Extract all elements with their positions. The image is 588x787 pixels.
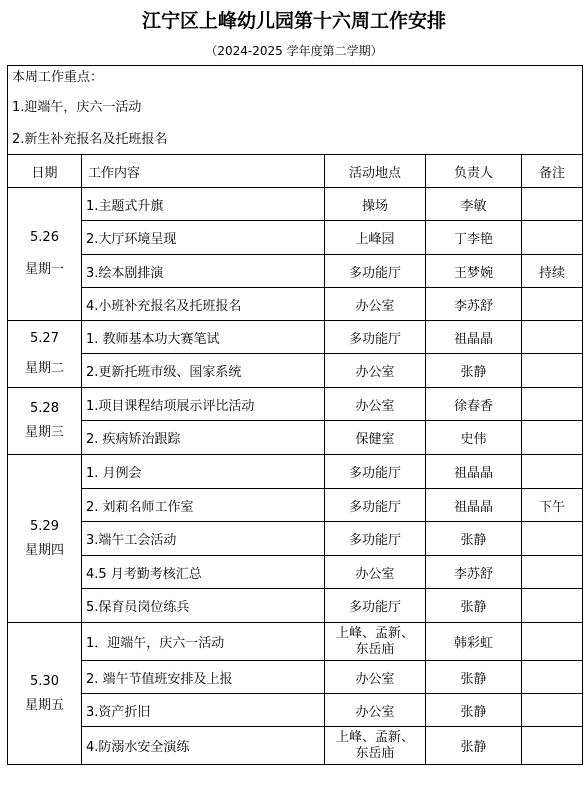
- task-content: 2. 刘莉名师工作室: [82, 489, 325, 522]
- task-note: [522, 661, 583, 694]
- task-place: 多功能厅: [325, 321, 426, 354]
- task-person: 李苏舒: [426, 556, 522, 589]
- day-weekday: 星期五: [24, 697, 64, 713]
- task-content: 2. 疾病矫治跟踪: [82, 421, 325, 455]
- task-place: 上峰园: [325, 221, 426, 255]
- task-content: 1. 月例会: [82, 455, 325, 489]
- task-note: [522, 321, 583, 354]
- header-note: 备注: [522, 155, 583, 188]
- task-person: 祖晶晶: [426, 455, 522, 489]
- task-place-line: 东岳庙: [355, 745, 395, 761]
- task-person: 张静: [426, 354, 522, 388]
- task-content: 2. 端午节值班安排及上报: [82, 661, 325, 694]
- task-person: 张静: [426, 694, 522, 727]
- task-note: [522, 354, 583, 388]
- table-row: [8, 661, 583, 694]
- task-place: [325, 623, 426, 661]
- task-place: [325, 727, 426, 765]
- day-date: 5.27: [30, 331, 59, 346]
- day-weekday: 星期三: [24, 425, 64, 440]
- table-row: [8, 556, 583, 589]
- day-weekday: 星期四: [24, 542, 64, 558]
- task-content: 2.大厅环境呈现: [82, 221, 325, 255]
- task-content: 4.防溺水安全演练: [82, 727, 325, 765]
- task-person: 张静: [426, 522, 522, 556]
- day-date: 5.26: [30, 230, 59, 245]
- table-row: [8, 255, 583, 288]
- header-date: 日期: [8, 155, 82, 188]
- task-note: [522, 522, 583, 556]
- header-place: 活动地点: [325, 155, 426, 188]
- day-cell: [8, 388, 82, 455]
- table-row: [8, 354, 583, 388]
- task-note: [522, 556, 583, 589]
- table-row: [8, 388, 583, 421]
- task-person: 丁李艳: [426, 221, 522, 255]
- task-content: 4.5 月考勤考核汇总: [82, 556, 325, 589]
- task-place-line: 上峰、孟新、: [335, 625, 414, 641]
- task-person: 王梦婉: [426, 255, 522, 288]
- task-person: 张静: [426, 661, 522, 694]
- day-cell: [8, 455, 82, 623]
- task-place: 办公室: [325, 288, 426, 321]
- task-content: 5.保育员岗位练兵: [82, 589, 325, 623]
- page-subtitle: （2024-2025 学年度第二学期）: [205, 44, 383, 58]
- table-row: [8, 455, 583, 489]
- table-row: [8, 421, 583, 455]
- task-place: 办公室: [325, 661, 426, 694]
- task-place: 操场: [325, 188, 426, 221]
- page-title: 江宁区上峰幼儿园第十六周工作安排: [141, 10, 446, 32]
- table-row: [8, 694, 583, 727]
- task-content: 3.绘本剧排演: [82, 255, 325, 288]
- task-content: 4.小班补充报名及托班报名: [82, 288, 325, 321]
- task-place: 多功能厅: [325, 589, 426, 623]
- task-person: 张静: [426, 589, 522, 623]
- task-content: 1.项目课程结项展示评比活动: [82, 388, 325, 421]
- task-note: 持续: [522, 255, 583, 288]
- task-place-line: 上峰、孟新、: [335, 729, 414, 745]
- task-note: [522, 589, 583, 623]
- day-cell: [8, 623, 82, 765]
- task-note: 下午: [522, 489, 583, 522]
- task-note: [522, 188, 583, 221]
- table-row: [8, 221, 583, 255]
- header-content: 工作内容: [82, 155, 325, 188]
- task-place: 多功能厅: [325, 255, 426, 288]
- task-place: 多功能厅: [325, 522, 426, 556]
- day-cell: [8, 321, 82, 388]
- task-place: 保健室: [325, 421, 426, 455]
- task-person: 张静: [426, 727, 522, 765]
- task-note: [522, 727, 583, 765]
- day-date: 5.29: [30, 518, 59, 534]
- task-place: 多功能厅: [325, 455, 426, 489]
- task-content: 1．迎端午，庆六一活动: [82, 623, 325, 661]
- task-place: 办公室: [325, 694, 426, 727]
- table-row: [8, 727, 583, 765]
- schedule-table: [7, 65, 583, 765]
- table-row: [8, 623, 583, 661]
- task-person: 祖晶晶: [426, 489, 522, 522]
- task-content: 1.主题式升旗: [82, 188, 325, 221]
- task-place: 办公室: [325, 556, 426, 589]
- table-row: [8, 288, 583, 321]
- task-content: 2.更新托班市级、国家系统: [82, 354, 325, 388]
- task-person: 李苏舒: [426, 288, 522, 321]
- day-date: 5.30: [30, 673, 59, 689]
- table-row: [8, 489, 583, 522]
- table-row: [8, 522, 583, 556]
- task-note: [522, 288, 583, 321]
- task-place: 办公室: [325, 354, 426, 388]
- task-note: [522, 623, 583, 661]
- task-person: 徐春香: [426, 388, 522, 421]
- task-note: [522, 455, 583, 489]
- focus-item-1: 1.迎端午，庆六一活动: [12, 100, 142, 115]
- table-row: [8, 188, 583, 221]
- task-place: 办公室: [325, 388, 426, 421]
- focus-item-2: 2.新生补充报名及托班报名: [12, 132, 168, 147]
- day-weekday: 星期一: [24, 262, 64, 277]
- task-note: [522, 421, 583, 455]
- task-place-line: 东岳庙: [355, 641, 395, 657]
- task-place: 多功能厅: [325, 489, 426, 522]
- focus-row: [8, 66, 583, 155]
- day-cell: [8, 188, 82, 321]
- focus-cell: [8, 66, 583, 155]
- table-row: [8, 589, 583, 623]
- task-person: 韩彩虹: [426, 623, 522, 661]
- task-content: 3.端午工会活动: [82, 522, 325, 556]
- focus-heading: 本周工作重点：: [12, 70, 104, 85]
- task-person: 史伟: [426, 421, 522, 455]
- task-note: [522, 694, 583, 727]
- header-person: 负责人: [426, 155, 522, 188]
- task-note: [522, 221, 583, 255]
- table-row: [8, 321, 583, 354]
- header-row: [8, 155, 583, 188]
- task-person: 祖晶晶: [426, 321, 522, 354]
- day-date: 5.28: [30, 401, 59, 416]
- task-content: 3.资产折旧: [82, 694, 325, 727]
- day-weekday: 星期二: [24, 361, 64, 376]
- task-person: 李敏: [426, 188, 522, 221]
- task-content: 1. 教师基本功大赛笔试: [82, 321, 325, 354]
- task-note: [522, 388, 583, 421]
